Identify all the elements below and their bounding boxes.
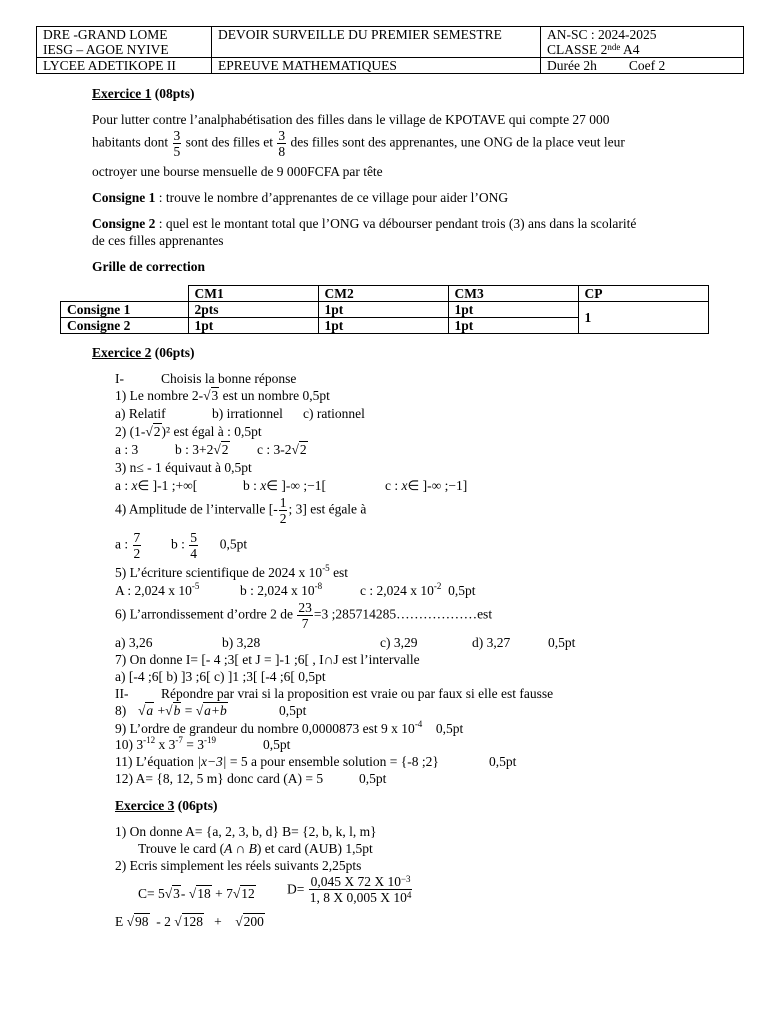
- ex2-section1: I- Choisis la bonne réponse: [115, 371, 297, 386]
- ex2-q5: 5) L’écriture scientifique de 2024 x $10^{-5}$ est: [115, 563, 349, 580]
- header-exam-title: DEVOIR SURVEILLE DU PREMIER SEMESTRE: [218, 27, 502, 42]
- header-coef: Coef 2: [628, 58, 666, 73]
- ex2-q3: 3) n≤ - 1 équivaut à 0,5pt: [115, 460, 252, 475]
- ex2-q1-options: a) Relatif b) irrationnel c) rationnel: [115, 406, 365, 421]
- ex2-q3-options: a : x∈ ]-1 ;+∞[ b : x∈ ]-∞ ;−1[ c : x∈ ]-∞ ;−1]: [115, 478, 468, 493]
- fraction-3-5: $\frac{3}{5}$: [173, 128, 181, 159]
- ex2-q2-options: a : 3 b : 3+2√2 c : 3-2√2: [115, 442, 307, 457]
- header-year: AN-SC : 2024-2025: [547, 27, 657, 42]
- ex2-q8: 8) √a +√b = √a+b 0,5pt: [115, 703, 307, 718]
- header-iesg: IESG – AGOE NYIVE: [43, 42, 169, 57]
- grid-cp-value: 1: [578, 302, 709, 334]
- expr-C: C= 5√3- √18 + 7√12: [138, 886, 255, 901]
- header-duration-cell: [541, 58, 744, 74]
- grid-head-cm3: CM3: [448, 286, 578, 302]
- header-school-cell: [37, 27, 212, 58]
- ex2-q4: 4) Amplitude de l’intervalle [- $\frac{1}{2}$ ; 3] est égale à: [115, 495, 367, 526]
- ex1-line1: Pour lutter contre l’analphabétisation des filles dans le village de KPOTAVE qui compte 27 000: [92, 112, 610, 127]
- ex3-title: Exercice 3 (06pts): [115, 798, 218, 813]
- ex2-q2: 2) (1-√2)² est égal à : 0,5pt: [115, 424, 262, 439]
- fraction-3-8: $\frac{3}{8}$: [278, 128, 286, 159]
- ex2-q12: 12) A= {8, 12, 5 m} donc card (A) = 5 0,5pt: [115, 771, 387, 786]
- grid-head-cp: CP: [578, 286, 709, 302]
- header-lycee: LYCEE ADETIKOPE II: [37, 58, 212, 74]
- ex2-q9: 9) L’ordre de grandeur du nombre 0,0000873 est 9 x $10^{-4}$ 0,5pt: [115, 719, 464, 736]
- ex2-q7-options: a) [-4 ;6[ b) ]3 ;6[ c) ]1 ;3[ [-4 ;6[ 0,5pt: [115, 669, 326, 684]
- ex2-q6: 6) L’arrondissement d’ordre 2 de $\frac{23}{7}$ =3 ;285714285………………est: [115, 600, 493, 631]
- ex3-q2: 2) Ecris simplement les réels suivants 2,25pts: [115, 858, 362, 873]
- ex2-q10: 10) $3^{-12}$ x $3^{-7} = 3^{-19}$ 0,5pt: [115, 735, 291, 752]
- header-class: CLASSE 2nde A4: [547, 42, 640, 57]
- grille-title: Grille de correction: [92, 259, 205, 274]
- header-duration: Durée 2h: [547, 58, 597, 73]
- header-table: [36, 26, 744, 74]
- ex1-title: Exercice 1 (08pts): [92, 86, 195, 101]
- ex2-section2: II- Répondre par vrai si la proposition est vraie ou par faux si elle est fausse: [115, 686, 554, 701]
- ex2-q5-options: A : 2,024 x $10^{-5}$ b : 2,024 x $10^{-8}$ c : 2,024 x $10^{-2}$ 0,5pt: [115, 581, 476, 598]
- grid-head-cm2: CM2: [318, 286, 448, 302]
- ex3-q1: 1) On donne A= {a, 2, 3, b, d} B= {2, b, k, l, m}: [115, 824, 377, 839]
- ex2-q11: 11) L’équation |x−3| = 5 a pour ensemble solution = {-8 ;2} 0,5pt: [115, 754, 517, 769]
- expr-D: D= $\frac{0,045 X 72 X 10^{-3}}{1, 8 X 0,005 X 10^4}$: [287, 874, 412, 905]
- ex2-q1: 1) Le nombre 2-√3 est un nombre 0,5pt: [115, 388, 330, 403]
- grid-head-cm1: CM1: [188, 286, 318, 302]
- ex1-consigne1: Consigne 1 : trouve le nombre d’apprenantes de ce village pour aider l’ONG: [92, 190, 509, 205]
- grading-table: [60, 285, 709, 334]
- header-subject: EPREUVE MATHEMATIQUES: [212, 58, 541, 74]
- ex1-consigne2: Consigne 2 : quel est le montant total que l’ONG va débourser pendant trois (3) ans dans la scolarité: [92, 216, 637, 231]
- table-row: Consigne 1 2pts 1pt 1pt 1: [61, 302, 709, 318]
- table-row: Consigne 2 1pt 1pt 1pt: [61, 318, 709, 334]
- ex2-q7: 7) On donne I= [- 4 ;3[ et J = ]-1 ;6[ , I∩J est l’intervalle: [115, 652, 420, 667]
- ex2-q6-options: a) 3,26 b) 3,28 c) 3,29 d) 3,27 0,5pt: [115, 635, 576, 650]
- header-exam-cell: [212, 27, 541, 58]
- ex1-line2: habitants dont $\frac{3}{5}$ sont des filles et $\frac{3}{8}$ des filles sont des apprenantes, une ONG de la place veut leur: [92, 128, 625, 159]
- ex1-line3: octroyer une bourse mensuelle de 9 000FCFA par tête: [92, 164, 383, 179]
- expr-E: E √98 - 2 √128 + √200: [115, 914, 264, 929]
- header-dre: DRE -GRAND LOME: [43, 27, 168, 42]
- ex2-title: Exercice 2 (06pts): [92, 345, 195, 360]
- ex1-consigne2-cont: de ces filles apprenantes: [92, 233, 224, 248]
- header-year-cell: [541, 27, 744, 58]
- ex3-q1b: Trouve le card (A ∩ B) et card (AUB) 1,5pt: [138, 841, 373, 856]
- ex2-q4-options: a : $\frac{7}{2}$ b : $\frac{5}{4}$ 0,5pt: [115, 530, 248, 561]
